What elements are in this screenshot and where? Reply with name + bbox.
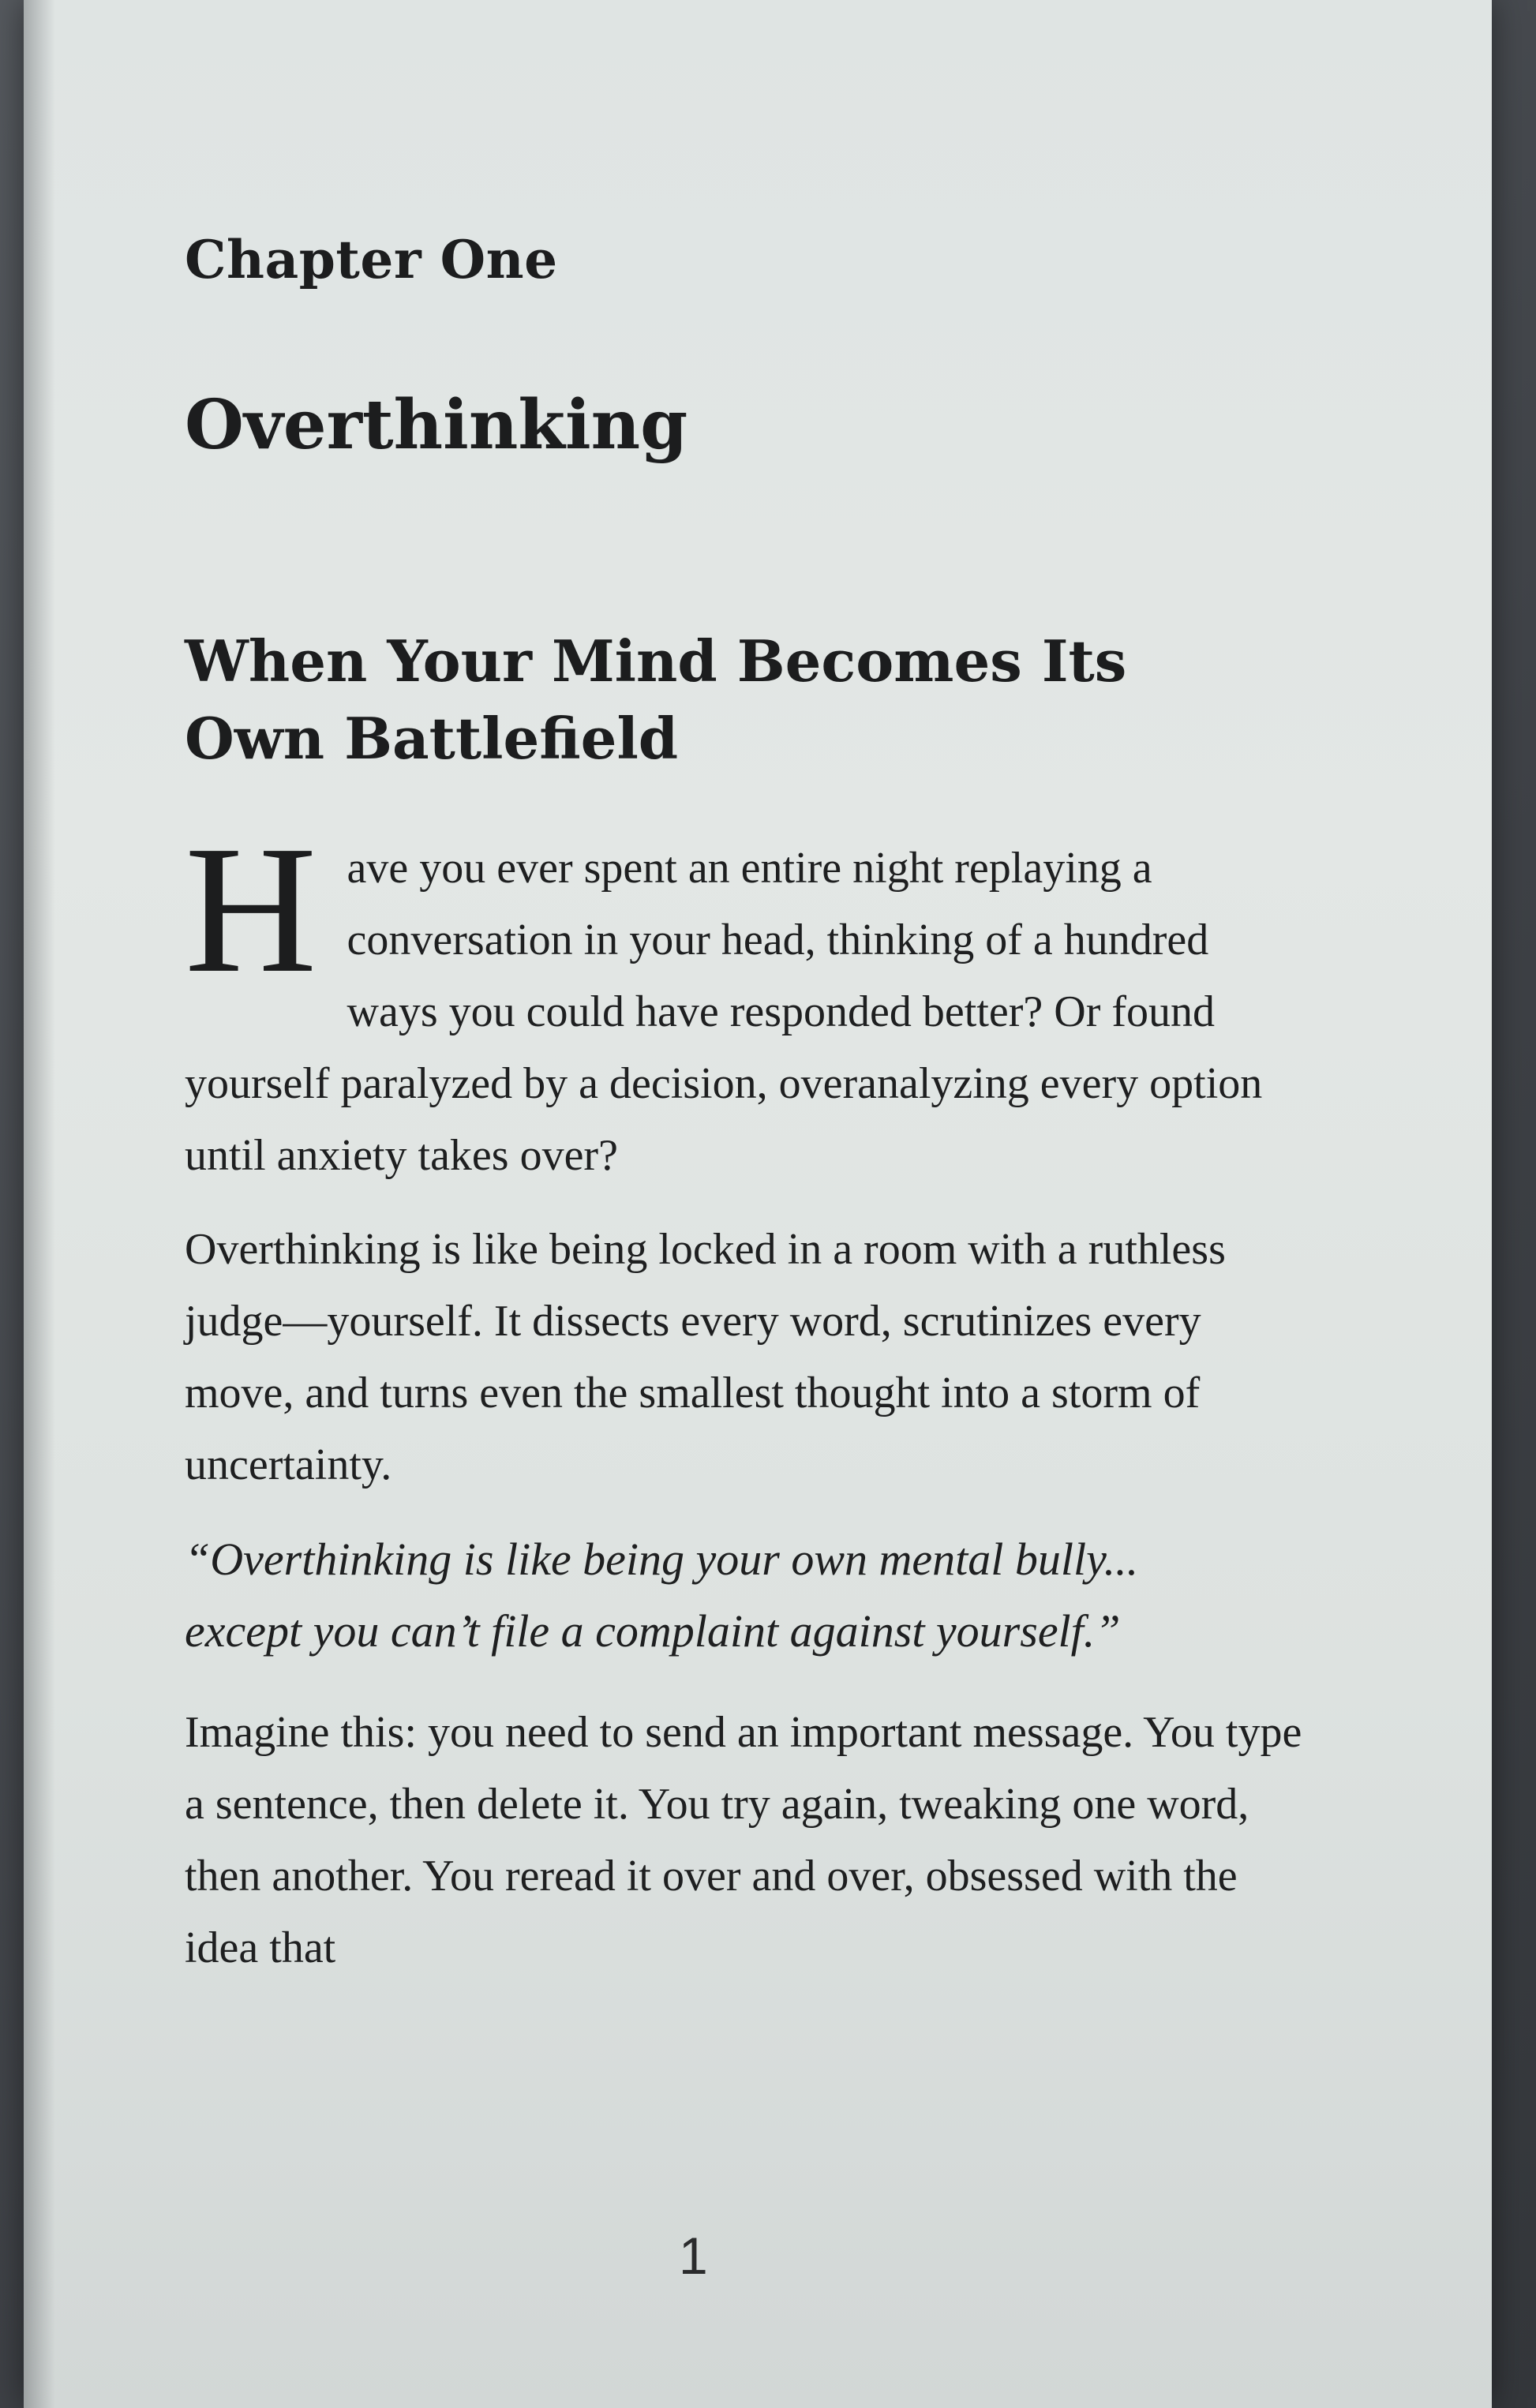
drop-cap: H — [185, 808, 317, 1011]
paragraph-3: Imagine this: you need to send an important message. You type a sentence, then delete it. You try again, tweaking one word, then another. You reread it over and over, obsessed with the idea that — [185, 1708, 1302, 1972]
page-content — [185, 229, 1306, 2006]
paragraph-1 — [185, 808, 1306, 1192]
book-page — [24, 0, 1492, 2408]
section-heading: When Your Mind Becomes Its Own Battlefield — [185, 627, 1127, 772]
paragraph-1-text: ave you ever spent an entire night replaying a conversation in your head, thinking of a hundred ways you could have responded better? Or found yourself paralyzed by a decision, overanalyzing every option until anxiety takes over? — [185, 844, 1263, 1180]
pull-quote: “Overthinking is like being your own mental bully... except you can’t file a complaint against yourself.” — [185, 1534, 1139, 1657]
page-number: 1 — [679, 2226, 708, 2285]
chapter-title: Overthinking — [185, 385, 688, 465]
chapter-label: Chapter One — [185, 229, 558, 290]
paragraph-2: Overthinking is like being locked in a room with a ruthless judge—yourself. It dissects every word, scrutinizes every move, and turns even the smallest thought into a storm of uncertainty. — [185, 1225, 1226, 1489]
